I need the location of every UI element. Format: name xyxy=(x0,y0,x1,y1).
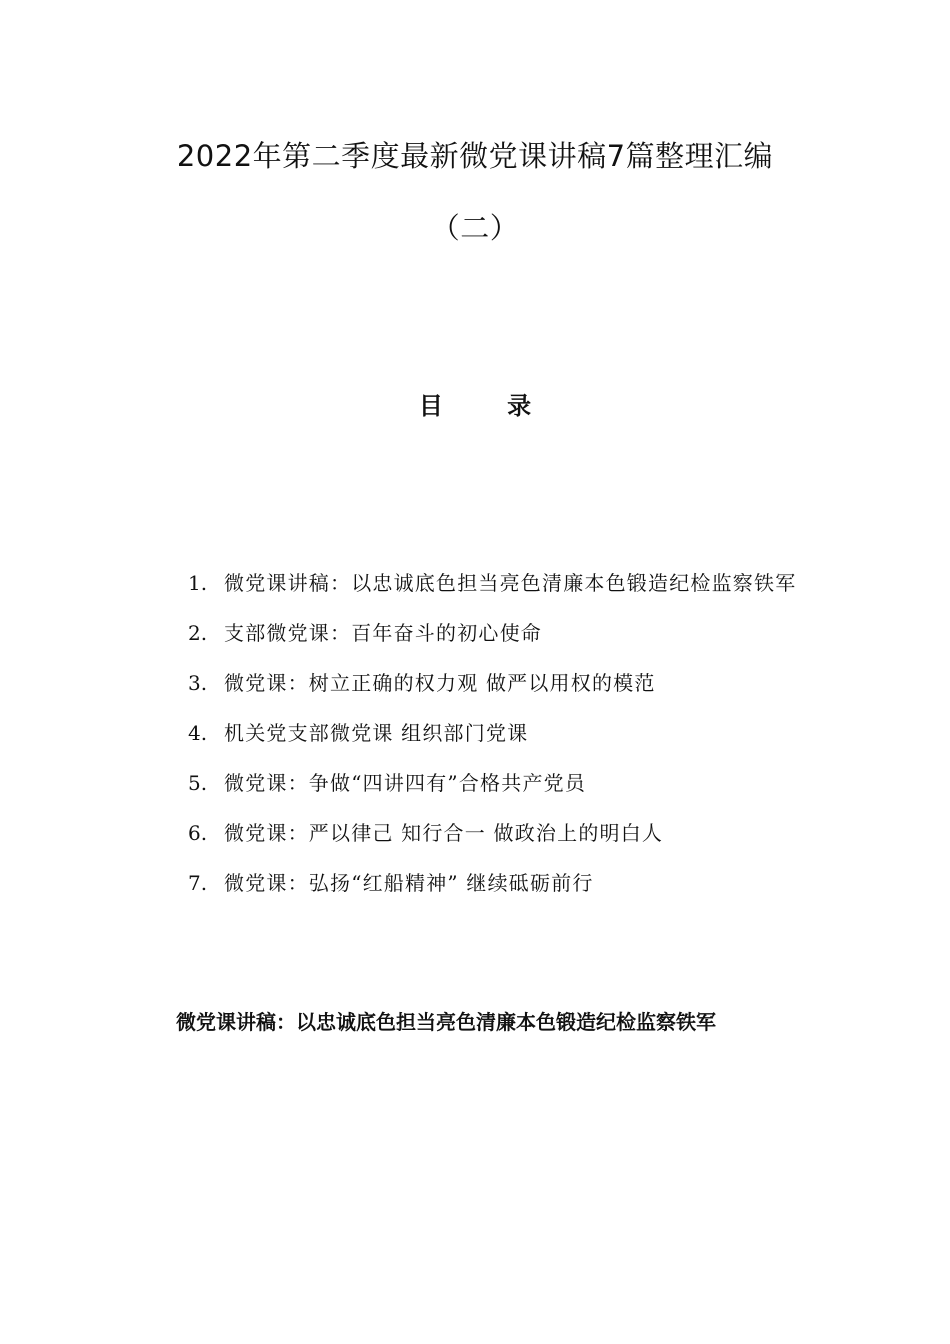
toc-item-text: 微党课：弘扬“红船精神” 继续砥砺前行 xyxy=(224,871,594,895)
toc-item xyxy=(0,808,950,858)
toc-item-number: 2. xyxy=(188,621,208,645)
toc-item-number: 1. xyxy=(188,571,208,595)
toc-item xyxy=(0,558,950,608)
toc-item-text: 微党课讲稿：以忠诚底色担当亮色清廉本色锻造纪检监察铁军 xyxy=(224,571,797,595)
toc-item xyxy=(0,658,950,708)
toc-item-text: 微党课：争做“四讲四有”合格共产党员 xyxy=(224,771,587,795)
toc-item-number: 3. xyxy=(188,671,208,695)
toc-item-text: 支部微党课：百年奋斗的初心使命 xyxy=(224,621,542,645)
toc-heading: 目 录 xyxy=(418,391,560,420)
document-title: 2022年第二季度最新微党课讲稿7篇整理汇编 xyxy=(176,139,774,173)
toc-item-number: 5. xyxy=(188,771,208,795)
toc-item-text: 微党课：严以律己 知行合一 做政治上的明白人 xyxy=(224,821,664,845)
toc-item xyxy=(0,758,950,808)
toc-item-text: 机关党支部微党课 组织部门党课 xyxy=(224,721,529,745)
toc-item-number: 7. xyxy=(188,871,208,895)
toc-item xyxy=(0,608,950,658)
toc-item-number: 4. xyxy=(188,721,208,745)
document-subtitle: （二） xyxy=(430,211,520,245)
section-heading: 微党课讲稿：以忠诚底色担当亮色清廉本色锻造纪检监察铁军 xyxy=(176,1010,716,1034)
toc-item xyxy=(0,858,950,908)
toc-item-text: 微党课：树立正确的权力观 做严以用权的模范 xyxy=(224,671,656,695)
table-of-contents xyxy=(0,558,950,908)
toc-item xyxy=(0,708,950,758)
toc-item-number: 6. xyxy=(188,821,208,845)
